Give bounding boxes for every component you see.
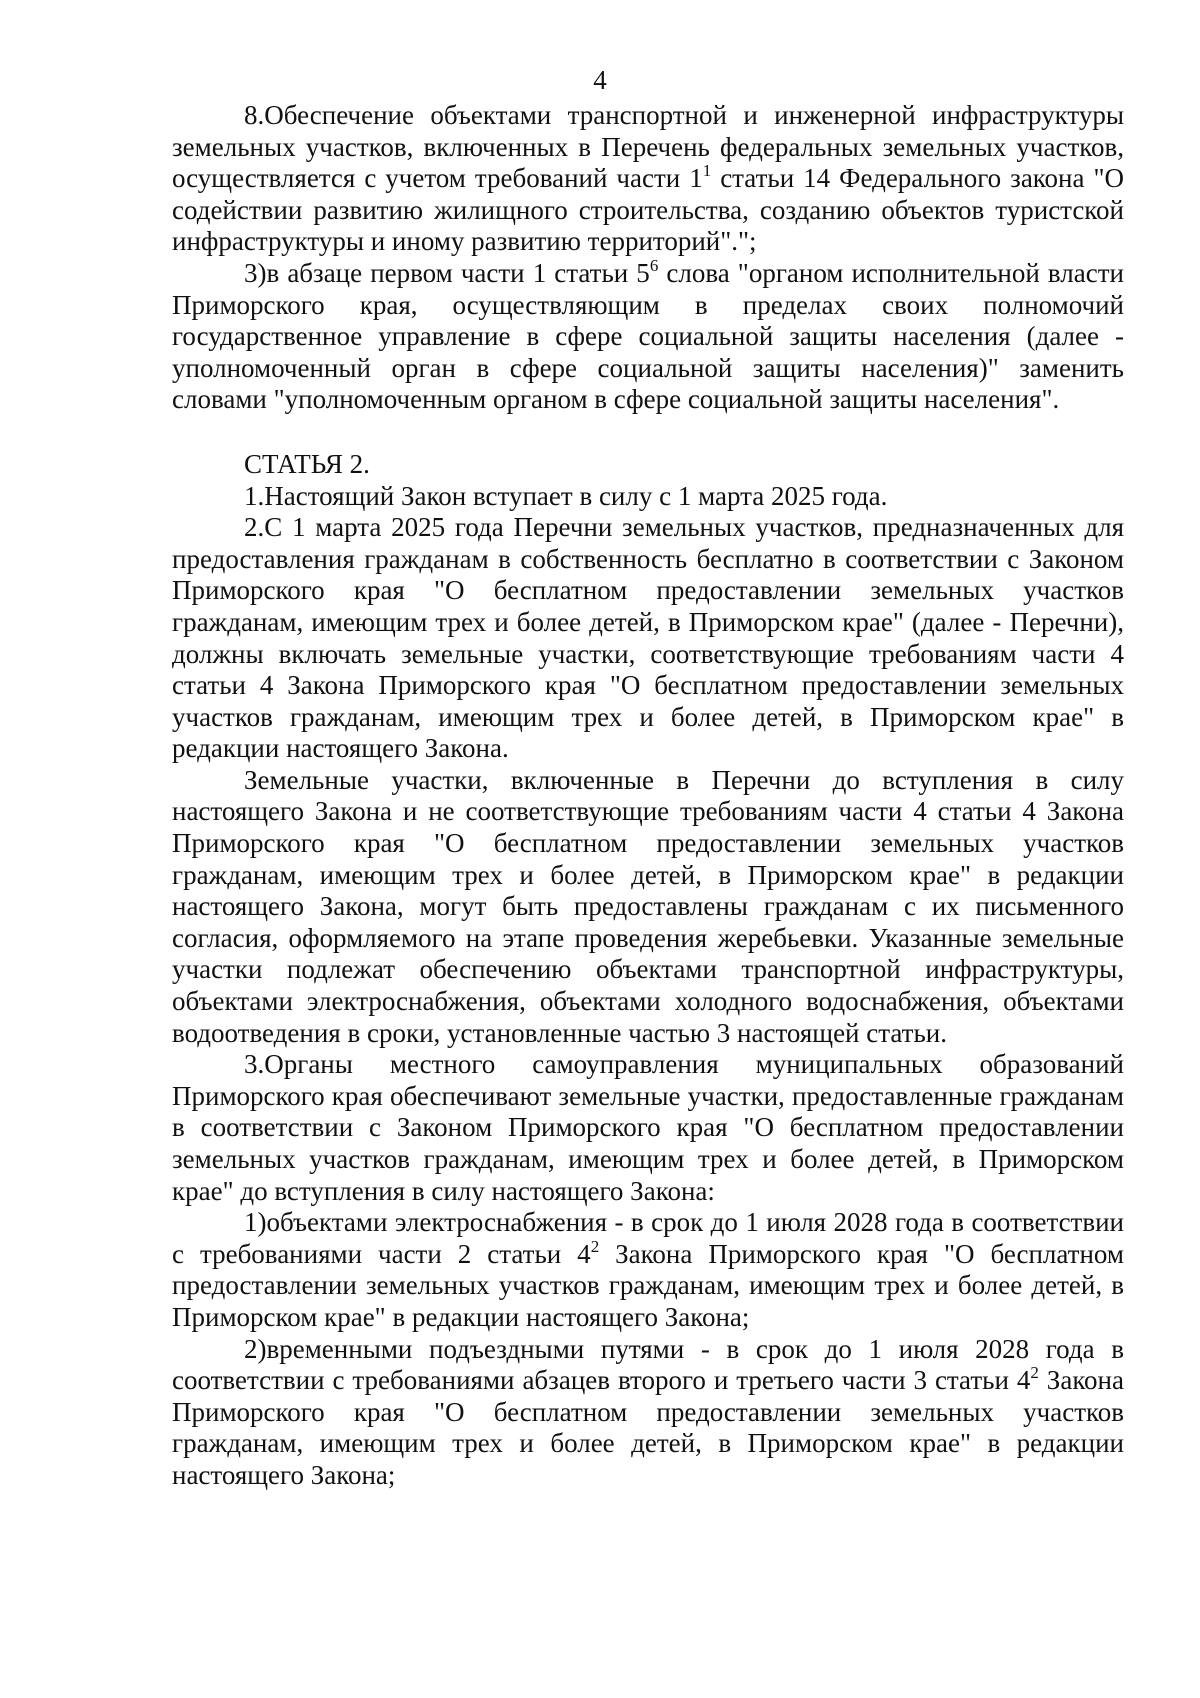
subitem-1-text: 1)объектами электроснабжения - в срок до 1 июля 2028 года в соответствии с требованиями части 2 статьи 4: [172, 1207, 1124, 1269]
superscript: 2: [1030, 1363, 1039, 1383]
paragraph-subitem-1: [172, 1207, 1124, 1333]
paragraph-article2-part2-cont: Земельные участки, включенные в Перечни до вступления в силу настоящего Закона и не соответствующие требованиям части 4 статьи 4 Закона Приморского края "О бесплатном предоставлении земельных участков гражданам, имеющим трех и более детей, в Приморском крае" в редакции настоящего Закона, могут быть предоставлены гражданам с их письменного согласия, оформляемого на этапе проведения жеребьевки. Указанные земельные участки подлежат обеспечению объектами транспортной инфраструктуры, объектами электроснабжения, объектами холодного водоснабжения, объектами водоотведения в сроки, установленные частью 3 настоящей статьи.: [172, 764, 1124, 1048]
paragraph-subitem-2: [172, 1334, 1124, 1492]
paragraph-item-3-text: 3)в абзаце первом части 1 статьи 5: [244, 257, 650, 288]
paragraph-8: [172, 100, 1124, 258]
paragraph-item-3-tail: слова "органом исполнительной власти Приморского края, осуществляющим в пределах своих полномочий государственное управление в сфере социальной защиты населения (далее - уполномоченный орган в сфере социальной защиты населения)" заменить словами "уполномоченным органом в сфере социальной защиты населения".: [172, 257, 1124, 415]
subitem-2-text: 2)временными подъездными путями - в срок до 1 июля 2028 года в соответствии с требованиями абзацев второго и третьего части 3 статьи 4: [172, 1333, 1124, 1396]
subitem-2-tail: Закона Приморского края "О бесплатном предоставлении земельных участков гражданам, имеющим трех и более детей, в Приморском крае" в редакции настоящего Закона;: [172, 1365, 1124, 1490]
document-body: [172, 100, 1124, 1492]
paragraph-article2-part2: 2.С 1 марта 2025 года Перечни земельных участков, предназначенных для предоставления гражданам в собственность бесплатно в соответствии с Законом Приморского края "О бесплатном предоставлении земельных участков гражданам, имеющим трех и более детей, в Приморском крае" (далее - Перечни), должны включать земельные участки, соответствующие требованиям части 4 статьи 4 Закона Приморского края "О бесплатном предоставлении земельных участков гражданам, имеющим трех и более детей, в Приморском крае" в редакции настоящего Закона.: [172, 512, 1124, 764]
superscript: 1: [702, 161, 712, 181]
superscript: 2: [590, 1236, 600, 1256]
paragraph-article2-part1: 1.Настоящий Закон вступает в силу с 1 марта 2025 года.: [244, 480, 888, 511]
paragraph-8-text: 8.Обеспечение объектами транспортной и инженерной инфраструктуры земельных участков, включенных в Перечень федеральных земельных участков, осуществляется с учетом требований части 1: [172, 100, 1124, 194]
paragraph-article2-part3: 3.Органы местного самоуправления муниципальных образований Приморского края обеспечивают земельные участки, предоставленные гражданам в соответствии с Законом Приморского края "О бесплатном предоставлении земельных участков гражданам, имеющим трех и более детей, в Приморском крае" до вступления в силу настоящего Закона:: [172, 1049, 1124, 1206]
page-number: 4: [593, 65, 607, 95]
paragraph-item-3: [172, 255, 1124, 416]
article-heading: СТАТЬЯ 2.: [244, 448, 370, 479]
subitem-1-tail: Закона Приморского края "О бесплатном предоставлении земельных участков гражданам, имеющим трех и более детей, в Приморском крае" в редакции настоящего Закона;: [172, 1238, 1124, 1332]
paragraph-8-tail: статьи 14 Федерального закона "О содействии развитию жилищного строительства, созданию объектов туристской инфраструктуры и иному развитию территорий".";: [172, 163, 1124, 257]
superscript: 6: [649, 255, 659, 275]
